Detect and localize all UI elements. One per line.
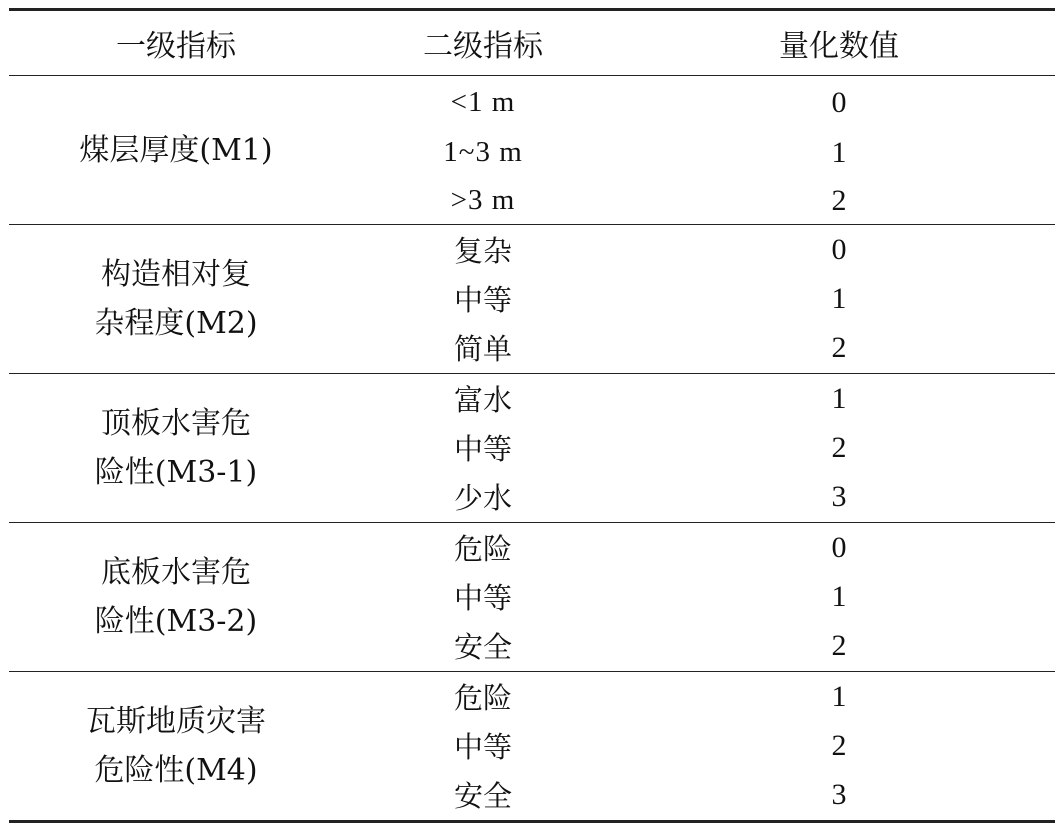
indicator-table <box>9 8 1055 823</box>
quantified-value: 1 <box>831 579 847 613</box>
table-row <box>343 672 1055 721</box>
primary-indicator-cell <box>9 374 343 522</box>
table-row <box>343 523 1055 572</box>
quantified-value: 0 <box>831 232 847 266</box>
table-row <box>343 274 1055 323</box>
quantified-value: 1 <box>831 381 847 415</box>
secondary-indicator: 富水 <box>453 383 512 417</box>
secondary-indicator: 中等 <box>453 581 512 615</box>
primary-indicator-line: 构造相对复 <box>101 257 251 292</box>
table-row <box>343 176 1055 225</box>
primary-indicator-line: 顶板水害危 <box>101 406 251 441</box>
secondary-indicator: 中等 <box>453 730 512 764</box>
quantified-value: 2 <box>831 628 847 662</box>
secondary-indicator: 简单 <box>453 332 512 366</box>
quantified-value: 0 <box>831 530 847 564</box>
secondary-indicator: 危险 <box>453 532 512 566</box>
secondary-indicator: 中等 <box>453 432 512 466</box>
table-group <box>9 76 1055 224</box>
quantified-value: 1 <box>831 679 847 713</box>
quantified-value: 2 <box>831 183 847 217</box>
table-row <box>343 225 1055 274</box>
quantified-value: 3 <box>831 777 847 811</box>
primary-indicator-line: 底板水害危 <box>101 555 251 590</box>
table-group <box>9 672 1055 820</box>
secondary-indicator: 少水 <box>453 481 512 515</box>
primary-indicator-line: 险性(M3-2) <box>94 604 258 639</box>
quantified-value: 1 <box>831 281 847 315</box>
primary-indicator-cell <box>9 672 343 820</box>
primary-indicator-cell <box>9 523 343 671</box>
quantified-value: 2 <box>831 330 847 364</box>
header-secondary-indicator: 二级指标 <box>423 29 543 64</box>
table-group <box>9 523 1055 671</box>
table-row <box>343 572 1055 621</box>
primary-indicator-line: 瓦斯地质灾害 <box>86 704 266 739</box>
secondary-indicator: 复杂 <box>453 234 512 268</box>
secondary-indicator: <1 m <box>450 86 516 118</box>
table-row <box>343 621 1055 670</box>
table-row <box>343 323 1055 372</box>
table-row <box>343 472 1055 521</box>
primary-indicator-cell <box>9 225 343 373</box>
bottom-rule <box>9 820 1055 823</box>
table-row <box>343 374 1055 423</box>
table-group <box>9 374 1055 522</box>
primary-indicator-line: 危险性(M4) <box>94 753 258 788</box>
secondary-indicator: 1~3 m <box>443 136 523 168</box>
quantified-value: 0 <box>831 85 847 119</box>
table-row <box>343 78 1055 127</box>
quantified-value: 2 <box>831 728 847 762</box>
primary-indicator-line: 险性(M3-1) <box>94 455 258 490</box>
quantified-value: 3 <box>831 479 847 513</box>
quantified-value: 2 <box>831 430 847 464</box>
secondary-indicator: 危险 <box>453 681 512 715</box>
table-row <box>343 423 1055 472</box>
table-row <box>343 721 1055 770</box>
primary-indicator-line: 杂程度(M2) <box>94 306 258 341</box>
primary-indicator-cell <box>9 76 343 224</box>
quantified-value: 1 <box>831 135 847 169</box>
primary-indicator-line: 煤层厚度(M1) <box>79 132 273 168</box>
secondary-indicator: 安全 <box>453 630 512 664</box>
table-group <box>9 225 1055 373</box>
secondary-indicator: 中等 <box>453 283 512 317</box>
secondary-indicator: 安全 <box>453 779 512 813</box>
secondary-indicator: >3 m <box>450 184 516 216</box>
table-row <box>343 128 1055 177</box>
table-row <box>343 770 1055 819</box>
header-quantified-value: 量化数值 <box>779 29 899 64</box>
table-header <box>9 11 1055 75</box>
header-primary-indicator: 一级指标 <box>116 29 236 64</box>
